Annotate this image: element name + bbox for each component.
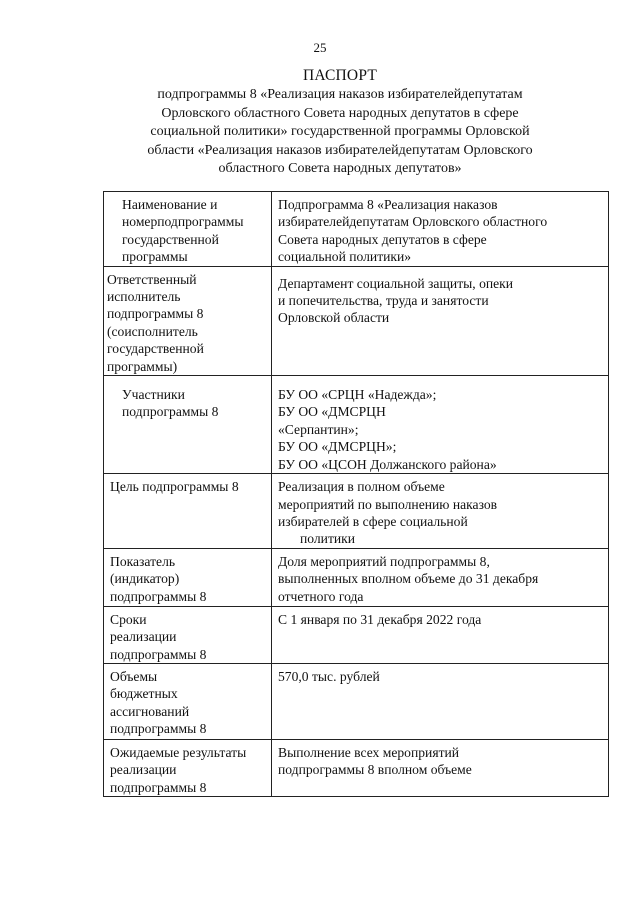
row-value-cell (272, 548, 609, 606)
value-line: выполненных вполном объеме до 31 декабря (278, 571, 539, 587)
value-line: Департамент социальной защиты, опеки (278, 275, 514, 291)
value-line: БУ ОО «СРЦН «Надежда»; (278, 387, 437, 403)
label-line: подпрограммы 8 (110, 779, 207, 795)
label-line: подпрограммы 8 (122, 404, 219, 420)
label-line: программы (122, 249, 188, 265)
row-label-cell (104, 739, 272, 796)
row-value-cell (272, 606, 609, 663)
value-line: избирателейдепутатам Орловского областного (278, 214, 548, 230)
row-value-cell (272, 663, 609, 739)
value-line: С 1 января по 31 декабря 2022 года (278, 611, 482, 627)
row-label-cell (104, 376, 272, 474)
subtitle-line: областного Совета народных депутатов» (218, 161, 462, 176)
label-line: реализации (110, 629, 177, 645)
label-line: (соисполнитель (107, 323, 198, 339)
label-line: (индикатор) (110, 571, 180, 587)
row-value-cell (272, 192, 609, 267)
label-line: Цель подпрограммы 8 (110, 479, 239, 495)
value-line: 570,0 тыс. рублей (278, 668, 380, 684)
row-label-cell (104, 663, 272, 739)
label-line: подпрограммы 8 (110, 721, 207, 737)
table-row (104, 192, 609, 267)
row-label-cell (104, 474, 272, 549)
label-line: подпрограммы 8 (110, 646, 207, 662)
value-line: БУ ОО «ДМСРЦН»; (278, 439, 397, 455)
subtitle-line: области «Реализация наказов избирателейдепутатам Орловского (147, 142, 533, 158)
value-line: политики (300, 531, 356, 547)
value-line: БУ ОО «ДМСРЦН (278, 404, 386, 420)
value-line: Совета народных депутатов в сфере (278, 231, 487, 247)
label-line: программы) (107, 358, 178, 374)
subtitle-line: подпрограммы 8 «Реализация наказов избирателейдепутатам (157, 87, 523, 102)
row-value-cell (272, 376, 609, 474)
row-label-cell (104, 548, 272, 606)
table-row (104, 376, 609, 474)
table-row (104, 606, 609, 663)
label-line: исполнитель (107, 289, 181, 305)
row-value-cell (272, 739, 609, 796)
value-line: и попечительства, труда и занятости (278, 293, 489, 309)
label-line: государственной (107, 341, 204, 357)
row-label-cell (104, 192, 272, 267)
table-row (104, 266, 609, 375)
value-line: Орловской области (278, 310, 390, 326)
value-line: Реализация в полном объеме (278, 479, 445, 495)
label-line: бюджетных (110, 686, 178, 702)
value-line: Подпрограмма 8 «Реализация наказов (278, 197, 498, 212)
document-title: ПАСПОРТ (302, 67, 378, 84)
page-number: 25 (313, 40, 327, 55)
value-line: БУ ОО «ЦСОН Должанского района» (278, 456, 497, 472)
label-line: Объемы (110, 668, 158, 684)
label-line: Участники (122, 387, 185, 403)
value-line: Выполнение всех мероприятий (278, 744, 460, 760)
subtitle-line: социальной политики» государственной программы Орловской (150, 124, 530, 139)
table-row (104, 739, 609, 796)
label-line: Показатель (110, 553, 176, 569)
label-line: Ответственный (107, 271, 197, 287)
value-line: «Серпантин»; (278, 421, 359, 437)
label-line: Ожидаемые результаты (110, 744, 247, 760)
value-line: отчетного года (278, 588, 364, 604)
value-line: подпрограммы 8 вполном объеме (278, 762, 472, 778)
label-line: подпрограммы 8 (107, 306, 204, 322)
table-row (104, 474, 609, 549)
row-label-cell (104, 606, 272, 663)
title-block (100, 66, 580, 179)
value-line: Доля мероприятий подпрограммы 8, (278, 553, 490, 569)
row-value-cell (272, 474, 609, 549)
label-line: Наименование и (122, 197, 218, 212)
value-line: мероприятий по выполнению наказов (278, 496, 498, 512)
label-line: номерподпрограммы (122, 214, 244, 230)
row-label-cell (104, 266, 272, 375)
label-line: ассигнований (110, 703, 190, 719)
table-row (104, 548, 609, 606)
subtitle-line: Орловского областного Совета народных депутатов в сфере (161, 105, 519, 121)
table-row (104, 663, 609, 739)
row-value-cell (272, 266, 609, 375)
value-line: избирателей в сфере социальной (278, 513, 468, 529)
label-line: Сроки (110, 611, 147, 627)
label-line: государственной (122, 231, 219, 247)
label-line: реализации (110, 762, 177, 778)
passport-table (103, 191, 609, 797)
value-line: социальной политики» (278, 249, 412, 265)
label-line: подпрограммы 8 (110, 588, 207, 604)
document-subtitle (100, 86, 580, 179)
